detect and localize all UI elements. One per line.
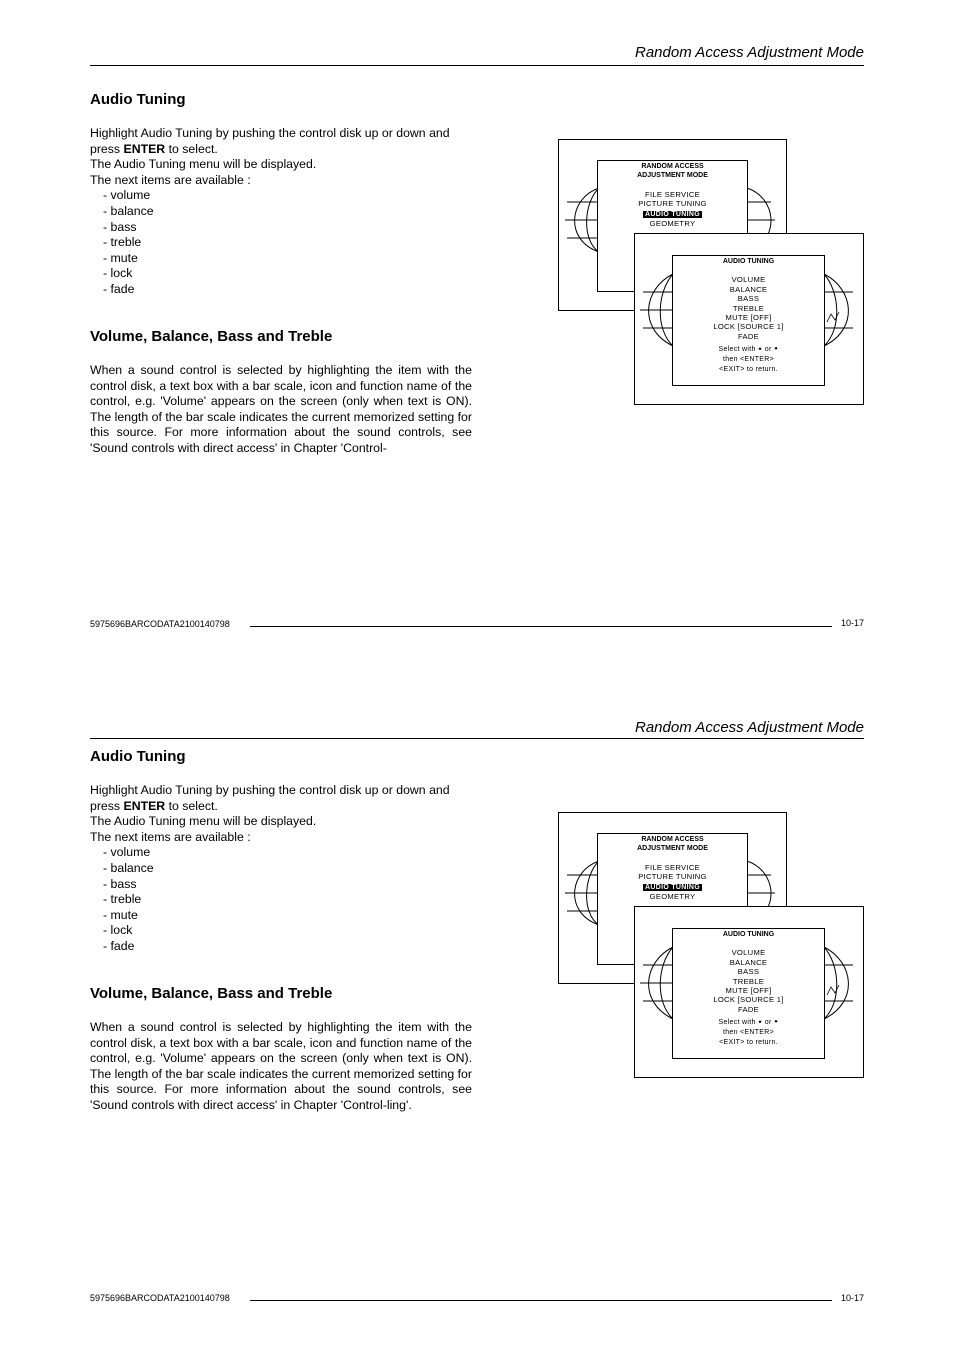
header-rule xyxy=(90,65,864,66)
menu-note: then <ENTER> xyxy=(722,356,775,364)
body-paragraph: When a sound control is selected by highlighting the item with the control disk, a text box with a bar scale, icon and function name of the control, e.g. 'Volume' appears on the screen (only when text is ON). The length of the bar scale indicates the current memorized setting for this source. For more information about the sound controls, see 'Sound controls with direct access' in Chapter 'Control-ling'. xyxy=(90,1020,472,1112)
note-text: or xyxy=(764,346,772,354)
list-item: - mute xyxy=(103,907,138,922)
enter-key-label: ENTER xyxy=(123,798,166,813)
arrow-down-icon: 🠻 xyxy=(773,1019,779,1027)
menu-title: ADJUSTMENT MODE xyxy=(637,172,708,180)
intro-text-span: to select. xyxy=(165,798,218,813)
arrow-up-icon: 🠹 xyxy=(757,1019,763,1027)
footer-rule xyxy=(250,1300,832,1301)
page-number: 10-17 xyxy=(840,1293,864,1303)
menu-title: RANDOM ACCESS xyxy=(641,163,704,170)
menu-item-mute[interactable]: MUTE [OFF] xyxy=(725,313,772,323)
menu-item-file-service[interactable]: FILE SERVICE xyxy=(645,862,700,872)
menu-item-geometry[interactable]: GEOMETRY xyxy=(649,892,696,902)
manual-page xyxy=(0,0,954,673)
list-item: - volume xyxy=(103,845,151,860)
footer-rule xyxy=(250,626,832,627)
menu-item-lock[interactable]: LOCK [SOURCE 1] xyxy=(713,995,784,1005)
intro-line xyxy=(90,799,472,815)
section-title-audio-tuning: Audio Tuning xyxy=(90,91,186,108)
menu-item-picture-tuning[interactable]: PICTURE TUNING xyxy=(638,199,707,209)
menu-title: AUDIO TUNING xyxy=(722,931,775,938)
menu-title: ADJUSTMENT MODE xyxy=(637,845,708,853)
menu-title: RANDOM ACCESS xyxy=(641,836,704,843)
list-item: - fade xyxy=(103,938,135,953)
menu-note: then <ENTER> xyxy=(722,1029,775,1037)
running-head: Random Access Adjustment Mode xyxy=(635,719,864,736)
section-title-audio-tuning: Audio Tuning xyxy=(90,748,186,765)
note-text: Select with xyxy=(718,346,756,354)
menu-item-balance[interactable]: BALANCE xyxy=(729,957,768,967)
menu-note: <EXIT> to return. xyxy=(719,1039,778,1047)
front-screen xyxy=(634,906,864,1078)
list-item: - treble xyxy=(103,892,142,907)
menu-note xyxy=(673,1018,824,1028)
front-screen xyxy=(634,233,864,405)
intro-line: The next items are available : xyxy=(90,172,251,187)
list-item: - mute xyxy=(103,250,138,265)
menu-title: AUDIO TUNING xyxy=(722,258,775,265)
enter-key-label: ENTER xyxy=(123,141,166,156)
list-item: - lock xyxy=(103,923,133,938)
menu-item-bass[interactable]: BASS xyxy=(737,967,760,977)
intro-text-span: press xyxy=(90,141,124,156)
intro-line: Highlight Audio Tuning by pushing the control disk up or down and xyxy=(90,126,450,140)
note-text: Select with xyxy=(718,1019,756,1027)
manual-page xyxy=(0,673,954,1346)
menu-item-mute[interactable]: MUTE [OFF] xyxy=(725,986,772,996)
section-title-volume-balance: Volume, Balance, Bass and Treble xyxy=(90,985,333,1002)
menu-note: <EXIT> to return. xyxy=(719,366,778,374)
item-list xyxy=(90,188,472,297)
list-item: - volume xyxy=(103,188,151,203)
menu-item-audio-tuning[interactable]: AUDIO TUNING xyxy=(645,210,700,218)
intro-text xyxy=(90,783,472,955)
menu-item-treble[interactable]: TREBLE xyxy=(732,303,765,313)
list-item: - bass xyxy=(103,219,137,234)
intro-line: Highlight Audio Tuning by pushing the control disk up or down and xyxy=(90,783,450,797)
menu-item-bass[interactable]: BASS xyxy=(737,294,760,304)
menu-item-fade[interactable]: FADE xyxy=(737,1004,760,1014)
page-number: 10-17 xyxy=(840,618,864,628)
header-rule xyxy=(90,738,864,739)
menu-item-picture-tuning[interactable]: PICTURE TUNING xyxy=(638,872,707,882)
intro-text xyxy=(90,126,472,298)
menu-item-geometry[interactable]: GEOMETRY xyxy=(649,219,696,229)
menu-item-file-service[interactable]: FILE SERVICE xyxy=(645,189,700,199)
arrow-up-icon: 🠹 xyxy=(757,346,763,354)
section-title-volume-balance: Volume, Balance, Bass and Treble xyxy=(90,328,333,345)
intro-text-span: press xyxy=(90,798,124,813)
menu-item-balance[interactable]: BALANCE xyxy=(729,284,768,294)
intro-line xyxy=(90,142,472,158)
menu-item-volume[interactable]: VOLUME xyxy=(731,948,766,958)
footer-code: 5975696BARCODATA2100140798 xyxy=(90,619,230,629)
intro-line: The Audio Tuning menu will be displayed. xyxy=(90,814,317,829)
menu-item-treble[interactable]: TREBLE xyxy=(732,976,765,986)
intro-text-span: to select. xyxy=(165,141,218,156)
item-list xyxy=(90,845,472,954)
menu-item-fade[interactable]: FADE xyxy=(737,331,760,341)
running-head: Random Access Adjustment Mode xyxy=(635,44,864,61)
menu-item-lock[interactable]: LOCK [SOURCE 1] xyxy=(713,322,784,332)
list-item: - lock xyxy=(103,266,133,281)
list-item: - balance xyxy=(103,860,154,875)
menu-item-audio-tuning[interactable]: AUDIO TUNING xyxy=(645,883,700,891)
audio-tuning-menu xyxy=(672,928,825,1059)
note-text: or xyxy=(764,1019,772,1027)
intro-line: The next items are available : xyxy=(90,829,251,844)
body-paragraph: When a sound control is selected by highlighting the item with the control disk, a text box with a bar scale, icon and function name of the control, e.g. 'Volume' appears on the screen (only when text is ON). The length of the bar scale indicates the current memorized setting for this source. For more information about the sound controls, see 'Sound controls with direct access' in Chapter 'Control- xyxy=(90,363,472,455)
list-item: - bass xyxy=(103,876,137,891)
arrow-down-icon: 🠻 xyxy=(773,346,779,354)
menu-note xyxy=(673,345,824,355)
list-item: - treble xyxy=(103,235,142,250)
intro-line: The Audio Tuning menu will be displayed. xyxy=(90,157,317,172)
footer-code: 5975696BARCODATA2100140798 xyxy=(90,1293,230,1303)
menu-item-volume[interactable]: VOLUME xyxy=(731,275,766,285)
list-item: - fade xyxy=(103,281,135,296)
audio-tuning-menu xyxy=(672,255,825,386)
list-item: - balance xyxy=(103,203,154,218)
